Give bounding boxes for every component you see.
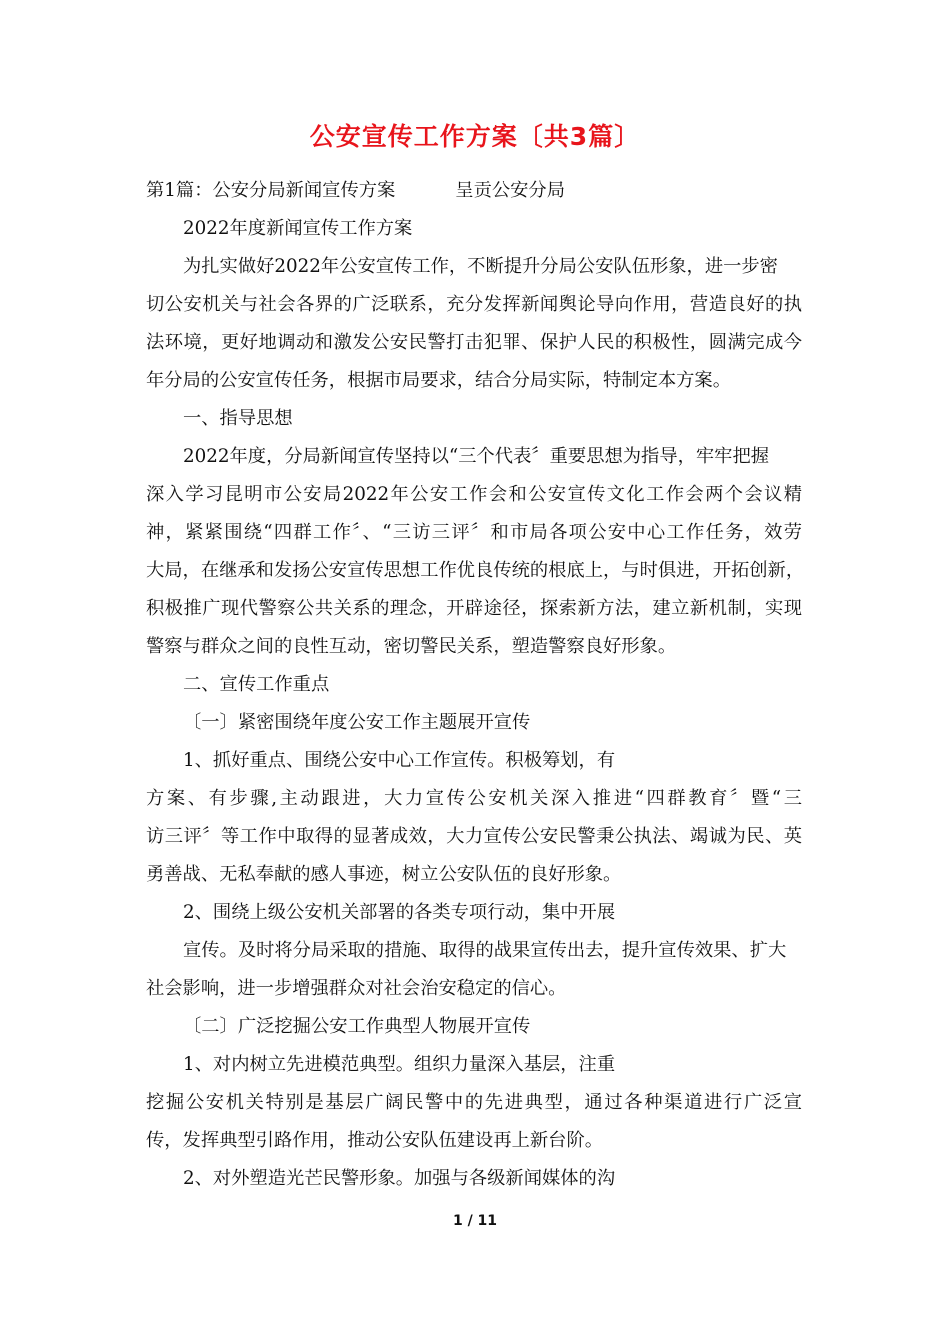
subsection-heading: 〔一〕紧密围绕年度公安工作主题展开宣传 bbox=[183, 712, 531, 733]
paragraph-line: 方案、有步骤,主动跟进，大力宣传公安机关深入推进“四群教育〞暨“三 bbox=[146, 788, 802, 809]
paragraph-line: 宣传。及时将分局采取的措施、取得的战果宣传出去，提升宣传效果、扩大 bbox=[183, 940, 787, 961]
paragraph-line: 传，发挥典型引路作用，推动公安队伍建设再上新台阶。 bbox=[146, 1130, 604, 1151]
paragraph-line: 1、对内树立先进模范典型。组织力量深入基层，注重 bbox=[183, 1054, 616, 1075]
page-number: 1 / 11 bbox=[452, 1213, 498, 1229]
document-title: 公安宣传工作方案〔共3篇〕 bbox=[309, 122, 641, 151]
paragraph-line: 1、抓好重点、围绕公安中心工作宣传。积极筹划，有 bbox=[183, 750, 616, 771]
paragraph-line: 法环境，更好地调动和激发公安民警打击犯罪、保护人民的积极性，圆满完成今 bbox=[146, 332, 802, 353]
paragraph-line: 2、对外塑造光芒民警形象。加强与各级新闻媒体的沟 bbox=[183, 1168, 616, 1189]
part-heading bbox=[146, 179, 565, 203]
paragraph-line: 挖掘公安机关特别是基层广阔民警中的先进典型，通过各种渠道进行广泛宣 bbox=[146, 1092, 802, 1113]
paragraph-line: 切公安机关与社会各界的广泛联系，充分发挥新闻舆论导向作用，营造良好的执 bbox=[146, 294, 802, 315]
paragraph-line: 社会影响，进一步增强群众对社会治安稳定的信心。 bbox=[146, 978, 567, 999]
paragraph-line: 深入学习昆明市公安局2022年公安工作会和公安宣传文化工作会两个会议精 bbox=[146, 484, 802, 505]
author-unit: 呈贡公安分局 bbox=[455, 180, 565, 201]
paragraph-line: 为扎实做好2022年公安宣传工作，不断提升分局公安队伍形象，进一步密 bbox=[183, 256, 778, 277]
subtitle-line: 2022年度新闻宣传工作方案 bbox=[183, 218, 413, 239]
part-label: 第1篇：公安分局新闻宣传方案 bbox=[146, 180, 396, 201]
section-heading: 一、指导思想 bbox=[183, 408, 293, 429]
paragraph-line: 大局，在继承和发扬公安宣传思想工作优良传统的根底上，与时俱进，开拓创新， bbox=[146, 560, 805, 581]
paragraph-line: 年分局的公安宣传任务，根据市局要求，结合分局实际，特制定本方案。 bbox=[146, 370, 731, 391]
paragraph-line: 警察与群众之间的良性互动，密切警民关系，塑造警察良好形象。 bbox=[146, 636, 677, 657]
paragraph-line: 积极推广现代警察公共关系的理念，开辟途径，探索新方法，建立新机制，实现 bbox=[146, 598, 802, 619]
paragraph-line: 访三评〞等工作中取得的显著成效，大力宣传公安民警秉公执法、竭诚为民、英 bbox=[146, 826, 802, 847]
paragraph-line: 勇善战、无私奉献的感人事迹，树立公安队伍的良好形象。 bbox=[146, 864, 622, 885]
paragraph-line: 神，紧紧围绕“四群工作〞、“三访三评〞和市局各项公安中心工作任务，效劳 bbox=[146, 522, 802, 543]
subsection-heading: 〔二〕广泛挖掘公安工作典型人物展开宣传 bbox=[183, 1016, 531, 1037]
paragraph-line: 2、围绕上级公安机关部署的各类专项行动，集中开展 bbox=[183, 902, 616, 923]
paragraph-line: 2022年度，分局新闻宣传坚持以“三个代表〞重要思想为指导，牢牢把握 bbox=[183, 446, 770, 467]
section-heading: 二、宣传工作重点 bbox=[183, 674, 330, 695]
